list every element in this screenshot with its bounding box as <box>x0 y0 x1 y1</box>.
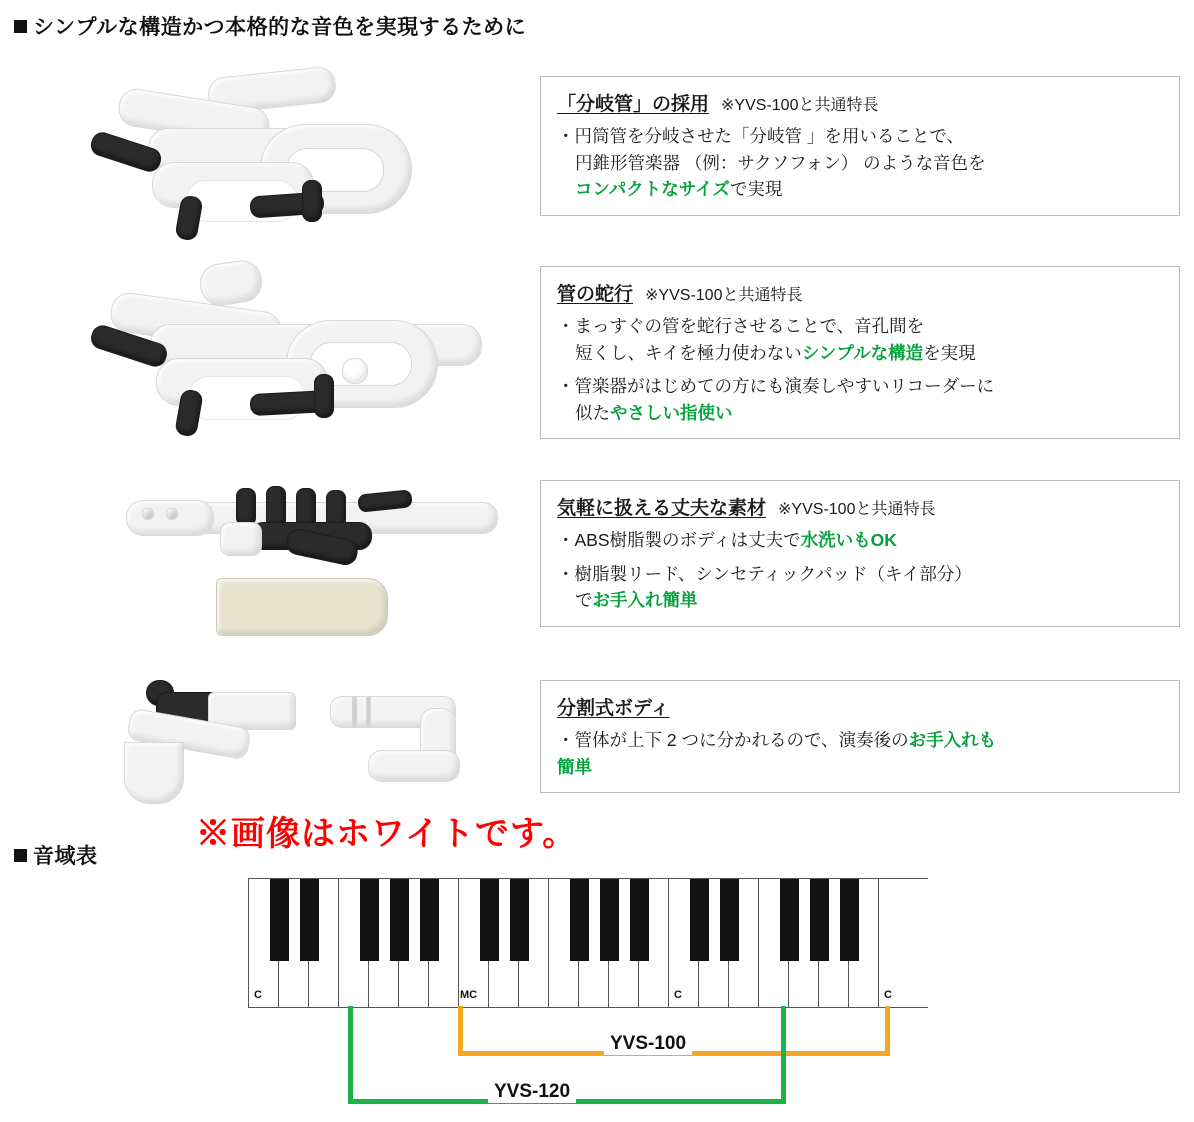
feature-line <box>557 561 1165 588</box>
square-bullet-icon <box>14 20 27 33</box>
range-heading-text: 音域表 <box>33 845 98 868</box>
feature-line <box>557 400 1165 427</box>
feature-line-highlight: お手入れ簡単 <box>592 590 698 611</box>
meandering-pipe-photo <box>90 262 510 462</box>
black-key <box>780 879 799 961</box>
black-key <box>840 879 859 961</box>
black-key <box>600 879 619 961</box>
body-and-reed-photo <box>90 478 510 658</box>
feature-line-text: で <box>575 590 593 611</box>
feature-note: ※YVS-100と共通特長 <box>778 501 936 518</box>
feature-line <box>557 373 1165 400</box>
range-heading <box>14 840 98 870</box>
black-key <box>810 879 829 961</box>
feature-line-highlight: 簡単 <box>557 756 592 777</box>
feature-line-text: ・管体が上下 2 つに分かれるので、演奏後の <box>557 730 909 750</box>
feature-line-text: 短くし、キイを極力使わない <box>575 342 802 363</box>
range-chart <box>248 878 928 1118</box>
key-label-mc: MC <box>460 989 478 1001</box>
feature-line <box>557 727 1165 754</box>
black-key <box>570 879 589 961</box>
feature-line <box>557 313 1165 340</box>
range-label-yvs100: YVS-100 <box>604 1033 692 1055</box>
white-key <box>879 879 929 1007</box>
feature-card <box>540 266 1180 439</box>
black-key <box>360 879 379 961</box>
black-key <box>720 879 739 961</box>
range-label-yvs120: YVS-120 <box>488 1081 576 1103</box>
key-label-c1: C <box>254 989 262 1001</box>
feature-line-text: ・ABS樹脂製のボディは丈夫で <box>557 530 801 550</box>
feature-note: ※YVS-100と共通特長 <box>645 287 803 304</box>
feature-line-text: ・樹脂製リード、シンセティックパッド（キイ部分） <box>557 563 972 584</box>
split-body-photo <box>90 672 510 822</box>
black-key <box>510 879 529 961</box>
feature-line-highlight: 水洗いもOK <box>800 530 897 550</box>
page-title <box>14 11 526 41</box>
feature-line-text: ・円筒管を分岐させた「分岐管 」を用いることで、 <box>557 126 965 146</box>
feature-line-text: 似た <box>575 402 610 423</box>
white-color-note: ※画像はホワイトです。 <box>196 815 578 853</box>
feature-card <box>540 76 1180 216</box>
feature-line-text: で実現 <box>729 179 783 200</box>
feature-line-text: 円錐形管楽器 （例：サクソフォン） のような音色を <box>575 152 986 173</box>
feature-title: 「分岐管」の採用 <box>557 94 710 115</box>
feature-line <box>557 754 1165 781</box>
feature-line-text: ・まっすぐの管を蛇行させることで、音孔間を <box>557 316 925 336</box>
feature-line-highlight: シンプルな構造 <box>801 342 924 363</box>
feature-header <box>557 693 1165 720</box>
feature-line <box>557 340 1165 367</box>
key-label-c3: C <box>884 989 892 1001</box>
feature-header <box>557 89 1165 116</box>
feature-header <box>557 493 1165 520</box>
feature-title: 気軽に扱える丈夫な素材 <box>557 498 767 519</box>
feature-title: 管の蛇行 <box>557 284 634 305</box>
feature-line-highlight: やさしい指使い <box>610 402 733 423</box>
black-key <box>480 879 499 961</box>
black-key <box>420 879 439 961</box>
black-key <box>690 879 709 961</box>
black-key <box>300 879 319 961</box>
black-key <box>270 879 289 961</box>
black-key <box>390 879 409 961</box>
feature-note: ※YVS-100と共通特長 <box>721 97 879 114</box>
feature-line <box>557 527 1165 554</box>
feature-line <box>557 176 1165 203</box>
branch-pipe-photo <box>90 68 510 258</box>
feature-line <box>557 123 1165 150</box>
feature-line-text: ・管楽器がはじめての方にも演奏しやすいリコーダーに <box>557 376 995 397</box>
feature-line-highlight: コンパクトなサイズ <box>575 179 730 200</box>
feature-line-highlight: お手入れも <box>908 730 997 750</box>
key-label-c2: C <box>674 989 682 1001</box>
piano-keyboard <box>248 878 928 1008</box>
feature-card <box>540 680 1180 793</box>
features-heading-text: シンプルな構造かつ本格的な音色を実現するために <box>33 16 527 39</box>
feature-line <box>557 150 1165 177</box>
feature-line-text: を実現 <box>923 342 976 363</box>
black-key <box>630 879 649 961</box>
feature-header <box>557 279 1165 306</box>
feature-card <box>540 480 1180 627</box>
square-bullet-icon <box>14 849 27 862</box>
feature-line <box>557 587 1165 614</box>
feature-title: 分割式ボディ <box>557 698 670 719</box>
range-bracket-yvs120 <box>248 1006 928 1106</box>
